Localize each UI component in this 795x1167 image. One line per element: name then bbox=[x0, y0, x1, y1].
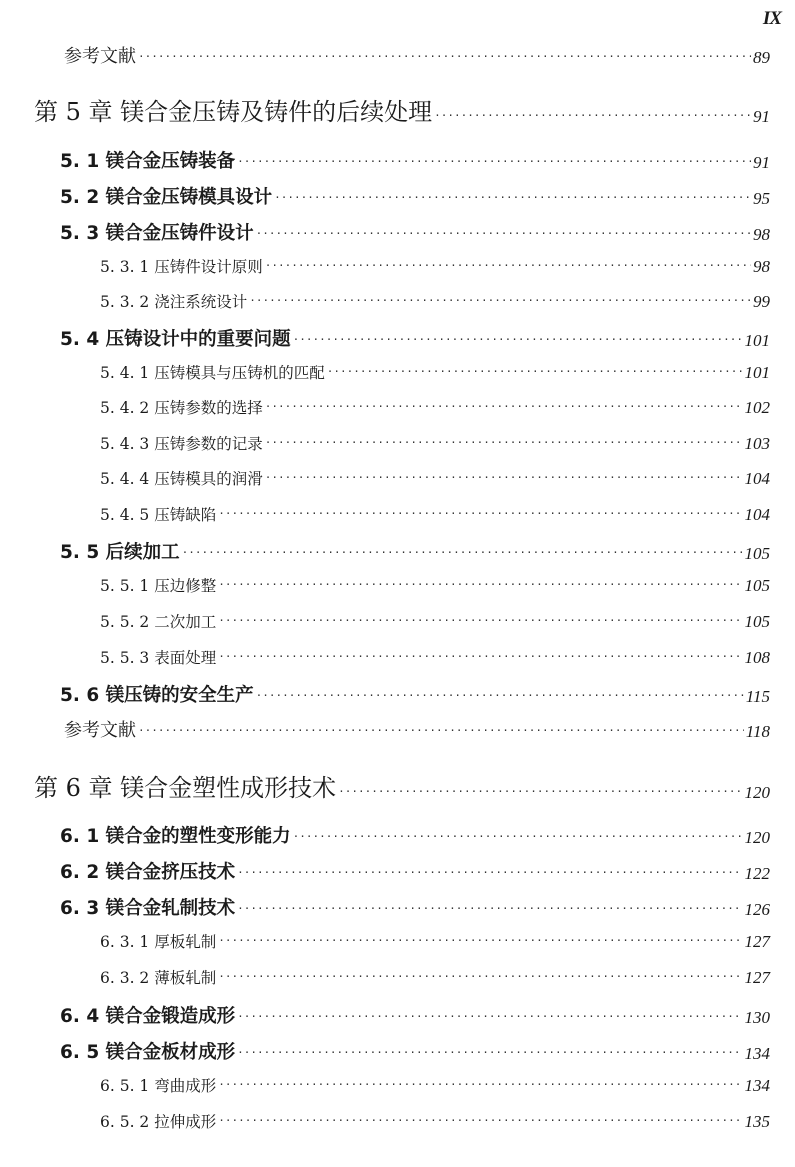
toc-entry-sub bbox=[100, 574, 770, 596]
toc-entry-page-number: 103 bbox=[744, 434, 770, 453]
dot-leader bbox=[138, 724, 744, 737]
toc-entry-title: 5. 4. 5 压铸缺陷 bbox=[100, 506, 217, 524]
toc-entry-title: 5. 1 镁合金压铸装备 bbox=[60, 151, 236, 172]
toc-entry-title: 5. 5 后续加工 bbox=[60, 542, 180, 563]
toc-entry-sub bbox=[100, 255, 770, 277]
toc-entry-title: 5. 5. 1 压边修整 bbox=[100, 577, 217, 595]
toc-entry-sub bbox=[100, 966, 770, 988]
dot-leader bbox=[218, 1078, 742, 1091]
toc-entry-title: 5. 4. 3 压铸参数的记录 bbox=[100, 435, 263, 453]
toc-entry-page-number: 101 bbox=[744, 363, 770, 382]
dot-leader bbox=[218, 614, 742, 627]
toc-entry-page-number: 134 bbox=[744, 1076, 770, 1095]
toc-entry-title: 6. 5. 1 弯曲成形 bbox=[100, 1077, 217, 1095]
dot-leader bbox=[265, 471, 743, 484]
dot-leader bbox=[237, 866, 742, 879]
toc-entry-page-number: 127 bbox=[744, 932, 770, 951]
dot-leader bbox=[237, 902, 742, 915]
dot-leader bbox=[218, 507, 742, 520]
toc-entry-section bbox=[60, 219, 770, 245]
toc-entry-title: 6. 5 镁合金板材成形 bbox=[60, 1042, 236, 1063]
toc-entry-title: 5. 6 镁压铸的安全生产 bbox=[60, 685, 254, 706]
toc-entry-sub bbox=[100, 290, 770, 312]
toc-entry-page-number: 126 bbox=[744, 900, 770, 919]
toc-entry-section bbox=[60, 681, 770, 707]
toc-entry-title: 5. 3. 1 压铸件设计原则 bbox=[100, 258, 263, 276]
dot-leader bbox=[237, 1010, 742, 1023]
toc-entry-page-number: 108 bbox=[744, 648, 770, 667]
toc-entry-title: 5. 5. 2 二次加工 bbox=[100, 613, 217, 631]
dot-leader bbox=[138, 50, 751, 63]
toc-entry-ref bbox=[64, 716, 770, 742]
toc-entry-title: 6. 3. 1 厚板轧制 bbox=[100, 933, 217, 951]
toc-entry-page-number: 118 bbox=[745, 722, 770, 741]
toc-entry-page-number: 105 bbox=[744, 612, 770, 631]
toc-entry-page-number: 122 bbox=[744, 864, 770, 883]
dot-leader bbox=[338, 785, 742, 798]
toc-entry-sub bbox=[100, 1110, 770, 1132]
toc-entry-sub bbox=[100, 610, 770, 632]
toc-entry-page-number: 99 bbox=[753, 292, 770, 311]
toc-entry-page-number: 120 bbox=[744, 828, 770, 847]
toc-entry-page-number: 95 bbox=[753, 189, 770, 208]
dot-leader bbox=[237, 155, 751, 168]
toc-entry-sub bbox=[100, 467, 770, 489]
dot-leader bbox=[218, 650, 742, 663]
toc-entry-page-number: 101 bbox=[744, 331, 770, 350]
toc-entry-page-number: 91 bbox=[753, 153, 770, 172]
toc-entry-page-number: 127 bbox=[744, 968, 770, 987]
page-number: IX bbox=[762, 8, 781, 29]
dot-leader bbox=[218, 578, 742, 591]
dot-leader bbox=[218, 970, 742, 983]
toc-entry-title: 参考文献 bbox=[64, 720, 136, 741]
toc-entry-title: 6. 3. 2 薄板轧制 bbox=[100, 969, 217, 987]
toc-entry-sub bbox=[100, 396, 770, 418]
dot-leader bbox=[256, 689, 744, 702]
toc-entry-page-number: 89 bbox=[753, 48, 770, 67]
toc-entry-section bbox=[60, 538, 770, 564]
toc-entry-page-number: 105 bbox=[744, 576, 770, 595]
dot-leader bbox=[293, 830, 743, 843]
toc-entry-title: 6. 1 镁合金的塑性变形能力 bbox=[60, 826, 291, 847]
toc-entry-sub bbox=[100, 361, 770, 383]
toc-entry-title: 6. 2 镁合金挤压技术 bbox=[60, 862, 236, 883]
toc-entry-title: 5. 4. 4 压铸模具的润滑 bbox=[100, 470, 263, 488]
toc-entry-sub bbox=[100, 432, 770, 454]
toc-entry-title: 5. 3. 2 浇注系统设计 bbox=[100, 293, 248, 311]
dot-leader bbox=[218, 1114, 742, 1127]
toc-entry-page-number: 102 bbox=[744, 398, 770, 417]
toc-entry-ref bbox=[64, 42, 770, 68]
toc-entry-section bbox=[60, 183, 770, 209]
toc-entry-title: 5. 4. 2 压铸参数的选择 bbox=[100, 399, 263, 417]
toc-entry-title: 5. 2 镁合金压铸模具设计 bbox=[60, 187, 273, 208]
dot-leader bbox=[265, 436, 743, 449]
toc-entry-page-number: 105 bbox=[744, 544, 770, 563]
toc-entry-title: 6. 3 镁合金轧制技术 bbox=[60, 898, 236, 919]
toc-entry-title: 参考文献 bbox=[64, 46, 136, 67]
toc-entry-page-number: 134 bbox=[744, 1044, 770, 1063]
toc-entry-title: 第 6 章 镁合金塑性成形技术 bbox=[34, 774, 337, 802]
toc-entry-title: 5. 4 压铸设计中的重要问题 bbox=[60, 329, 291, 350]
dot-leader bbox=[265, 400, 743, 413]
dot-leader bbox=[182, 546, 743, 559]
dot-leader bbox=[265, 259, 751, 272]
toc-entry-page-number: 104 bbox=[744, 505, 770, 524]
toc-entry-page-number: 130 bbox=[744, 1008, 770, 1027]
toc-entry-page-number: 135 bbox=[744, 1112, 770, 1131]
toc-entry-title: 6. 5. 2 拉伸成形 bbox=[100, 1113, 217, 1131]
toc-entry-page-number: 91 bbox=[753, 107, 770, 126]
toc-entry-title: 第 5 章 镁合金压铸及铸件的后续处理 bbox=[34, 98, 433, 126]
toc-entry-chapter bbox=[34, 768, 770, 803]
toc-entry-title: 5. 4. 1 压铸模具与压铸机的匹配 bbox=[100, 364, 325, 382]
toc-entry-page-number: 98 bbox=[753, 257, 770, 276]
dot-leader bbox=[218, 934, 742, 947]
toc-entry-title: 5. 5. 3 表面处理 bbox=[100, 649, 217, 667]
toc-entry-section bbox=[60, 822, 770, 848]
dot-leader bbox=[256, 227, 751, 240]
toc-entry-section bbox=[60, 894, 770, 920]
dot-leader bbox=[237, 1046, 742, 1059]
toc-entry-sub bbox=[100, 1074, 770, 1096]
dot-leader bbox=[293, 333, 743, 346]
toc-entry-page-number: 115 bbox=[745, 687, 770, 706]
dot-leader bbox=[249, 294, 751, 307]
toc-entry-sub bbox=[100, 646, 770, 668]
toc-entry-section bbox=[60, 1038, 770, 1064]
toc-entry-section bbox=[60, 325, 770, 351]
toc-entry-section bbox=[60, 858, 770, 884]
dot-leader bbox=[327, 365, 743, 378]
toc-entry-sub bbox=[100, 503, 770, 525]
toc-entry-title: 6. 4 镁合金锻造成形 bbox=[60, 1006, 236, 1027]
toc-entry-page-number: 120 bbox=[744, 783, 770, 802]
toc-entry-section bbox=[60, 1002, 770, 1028]
toc-entry-title: 5. 3 镁合金压铸件设计 bbox=[60, 223, 254, 244]
toc-entry-chapter bbox=[34, 92, 770, 127]
toc-entry-page-number: 98 bbox=[753, 225, 770, 244]
dot-leader bbox=[274, 191, 751, 204]
toc-entry-section bbox=[60, 147, 770, 173]
toc-entry-page-number: 104 bbox=[744, 469, 770, 488]
toc-entry-sub bbox=[100, 930, 770, 952]
dot-leader bbox=[434, 109, 751, 122]
